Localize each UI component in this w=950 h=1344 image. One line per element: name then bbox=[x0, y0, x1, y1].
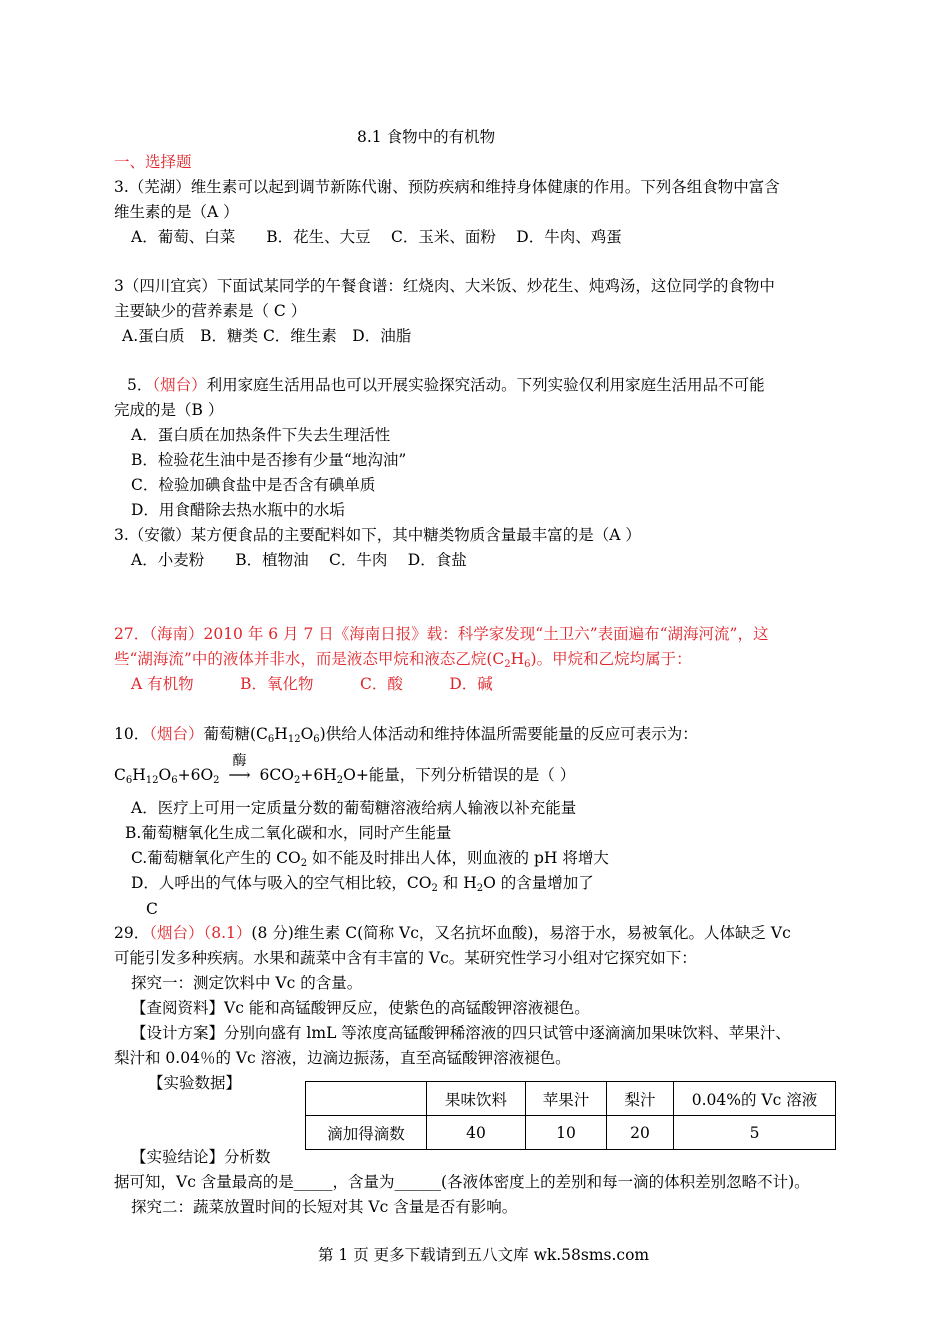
subscript: 12 bbox=[287, 734, 301, 745]
table-header-cell bbox=[306, 1082, 427, 1116]
question-2-options: A.蛋白质 B．糖类 C．维生素 D．油脂 bbox=[122, 327, 412, 345]
question-2-line-2: 主要缺少的营养素是（ C ） bbox=[114, 302, 307, 320]
eq-part: +6H bbox=[300, 766, 337, 784]
question-1-options: A．葡萄、白菜 B．花生、大豆 C．玉米、面粉 D．牛肉、鸡蛋 bbox=[131, 228, 622, 246]
question-7-line-2: 可能引发多种疾病。水果和蔬菜中含有丰富的 Vc。某研究性学习小组对它探究如下： bbox=[114, 949, 697, 967]
question-6-option-d bbox=[131, 873, 594, 893]
question-5-options: A 有机物 B．氧化物 C．酸 D．碱 bbox=[131, 675, 493, 693]
question-1-line-2: 维生素的是（A ） bbox=[114, 203, 239, 221]
question-1-line-1: 3.（芜湖）维生素可以起到调节新陈代谢、预防疾病和维持身体健康的作用。下列各组食物中富含 bbox=[114, 178, 780, 196]
section-heading: 一、选择题 bbox=[114, 153, 192, 171]
subscript: 12 bbox=[145, 775, 159, 786]
subscript: 6 bbox=[313, 734, 320, 745]
question-3-number: 5． bbox=[127, 376, 153, 394]
eq-part: O bbox=[158, 766, 172, 784]
subscript: 6 bbox=[171, 775, 178, 786]
question-3-option-d: D．用食醋除去热水瓶中的水垢 bbox=[131, 501, 345, 519]
explore-one: 探究一：测定饮料中 Vc 的含量。 bbox=[131, 974, 363, 992]
table-header-cell: 0.04%的 Vc 溶液 bbox=[674, 1082, 836, 1116]
option-c-text-b: 如不能及时排出人体，则血液的 pH 将增大 bbox=[307, 849, 609, 867]
question-3-text: 利用家庭生活用品也可以开展实验探究活动。下列实验仅利用家庭生活用品不可能 bbox=[206, 376, 765, 394]
question-2-line-1: 3（四川宜宾）下面试某同学的午餐食谱：红烧肉、大米饭、炒花生、炖鸡汤，这位同学的食物中 bbox=[114, 277, 775, 295]
enzyme-arrow bbox=[220, 753, 260, 785]
subscript: 2 bbox=[431, 883, 438, 894]
question-6-option-a: A．医疗上可用一定质量分数的葡萄糖溶液给病人输液以补充能量 bbox=[131, 799, 577, 817]
question-6-text-d: )供给人体活动和维持体温所需要能量的反应可表示为： bbox=[319, 725, 698, 743]
option-d-text-b: 和 H bbox=[437, 874, 477, 892]
data-label: 【实验数据】 bbox=[148, 1074, 242, 1092]
question-3-option-a: A．蛋白质在加热条件下失去生理活性 bbox=[131, 426, 391, 444]
page-title: 8.1 食物中的有机物 bbox=[357, 128, 496, 146]
question-3-line-1 bbox=[127, 375, 765, 395]
question-6-answer: C bbox=[146, 900, 158, 918]
question-3-option-c: C．检验加碘食盐中是否含有碘单质 bbox=[131, 476, 376, 494]
reaction-equation bbox=[114, 753, 576, 786]
question-5-text-a: 些“湖海流”中的液体并非水，而是液态甲烷和液态乙烷(C bbox=[114, 650, 505, 668]
subscript: 2 bbox=[293, 775, 301, 786]
question-6-option-b: B.葡萄糖氧化生成二氧化碳和水，同时产生能量 bbox=[125, 824, 452, 842]
question-7-section-tag: （8.1） bbox=[203, 924, 252, 942]
subscript: 6 bbox=[267, 734, 275, 745]
question-7-line-1 bbox=[114, 923, 791, 943]
question-4-options: A．小麦粉 B．植物油 C．牛肉 D．食盐 bbox=[131, 551, 467, 569]
question-7-number: 29． bbox=[114, 924, 150, 942]
subscript: 6 bbox=[125, 775, 133, 786]
table-header-cell: 梨汁 bbox=[607, 1082, 674, 1116]
question-7-text: (8 分)维生素 C(简称 Vc，又名抗坏血酸)，易溶于水，易被氧化。人体缺乏 Vc bbox=[251, 924, 791, 942]
eq-part: C bbox=[114, 766, 126, 784]
question-5-line-1: 27．（海南）2010 年 6 月 7 日《海南日报》载：科学家发现“土卫六”表面遍布“湖海河流”，这 bbox=[114, 625, 769, 643]
question-5-line-2 bbox=[114, 649, 692, 669]
reference-info: 【查阅资料】Vc 能和高锰酸钾反应，使紫色的高锰酸钾溶液褪色。 bbox=[131, 999, 590, 1017]
option-d-text-c: O 的含量增加了 bbox=[483, 874, 594, 892]
question-3-line-2: 完成的是（B ） bbox=[114, 401, 224, 419]
question-7-source: （烟台） bbox=[149, 924, 204, 942]
table-header-cell: 苹果汁 bbox=[526, 1082, 607, 1116]
eq-part: +6O bbox=[177, 766, 214, 784]
table-cell: 20 bbox=[607, 1116, 674, 1150]
subscript: 2 bbox=[213, 775, 220, 786]
subscript: 2 bbox=[336, 775, 344, 786]
question-4-line-1: 3.（安徽）某方便食品的主要配料如下，其中糖类物质含量最丰富的是（A ） bbox=[114, 526, 641, 544]
question-6-number: 10． bbox=[114, 725, 150, 743]
question-6-text-c: O bbox=[300, 725, 314, 743]
question-5-text-c: )。甲烷和乙烷均属于： bbox=[530, 650, 692, 668]
question-6-text-a: 葡萄糖(C bbox=[203, 725, 268, 743]
conclusion-line-2: 据可知，Vc 含量最高的是_____，含量为______(各液体密度上的差别和每一滴的体积差别忽略不计)。 bbox=[114, 1173, 810, 1191]
question-6-text-b: H bbox=[274, 725, 288, 743]
question-5-text-b: H bbox=[510, 650, 525, 668]
subscript: 2 bbox=[504, 659, 511, 670]
table-cell: 40 bbox=[427, 1116, 526, 1150]
design-plan-line-2: 梨汁和 0.04％的 Vc 溶液，边滴边振荡，直至高锰酸钾溶液褪色。 bbox=[114, 1049, 571, 1067]
design-plan-line-1: 【设计方案】分别向盛有 lmL 等浓度高锰酸钾稀溶液的四只试管中逐滴滴加果味饮料、苹果汁、 bbox=[131, 1024, 791, 1042]
table-cell: 10 bbox=[526, 1116, 607, 1150]
eq-part: H bbox=[132, 766, 146, 784]
table-row-label: 滴加得滴数 bbox=[306, 1116, 427, 1150]
subscript: 2 bbox=[476, 883, 484, 894]
question-3-option-b: B．检验花生油中是否掺有少量“地沟油” bbox=[131, 451, 407, 469]
table-row bbox=[306, 1116, 836, 1150]
explore-two: 探究二：蔬菜放置时间的长短对其 Vc 含量是否有影响。 bbox=[131, 1198, 518, 1216]
question-3-source: （烟台） bbox=[152, 376, 207, 394]
eq-part: 6CO bbox=[259, 766, 294, 784]
question-6-option-c bbox=[131, 848, 609, 868]
table-cell: 5 bbox=[674, 1116, 836, 1150]
option-c-text-a: C.葡萄糖氧化产生的 CO bbox=[131, 849, 301, 867]
question-6-source: （烟台） bbox=[149, 725, 204, 743]
conclusion-line-1: 【实验结论】分析数 bbox=[131, 1148, 271, 1166]
subscript: 2 bbox=[300, 858, 308, 869]
arrow-icon: ⟶ bbox=[228, 766, 251, 784]
table-header-cell: 果味饮料 bbox=[427, 1082, 526, 1116]
subscript: 6 bbox=[524, 659, 531, 670]
option-d-text-a: D．人呼出的气体与吸入的空气相比较，CO bbox=[131, 874, 432, 892]
enzyme-label: 酶 bbox=[232, 753, 247, 769]
table-header-row bbox=[306, 1082, 836, 1116]
page-footer: 第 1 页 更多下载请到五八文库 wk.58sms.com bbox=[318, 1246, 650, 1264]
experiment-data-table bbox=[305, 1081, 836, 1150]
question-6-line-1 bbox=[114, 724, 698, 744]
eq-part: O+能量，下列分析错误的是（ ） bbox=[343, 766, 576, 784]
